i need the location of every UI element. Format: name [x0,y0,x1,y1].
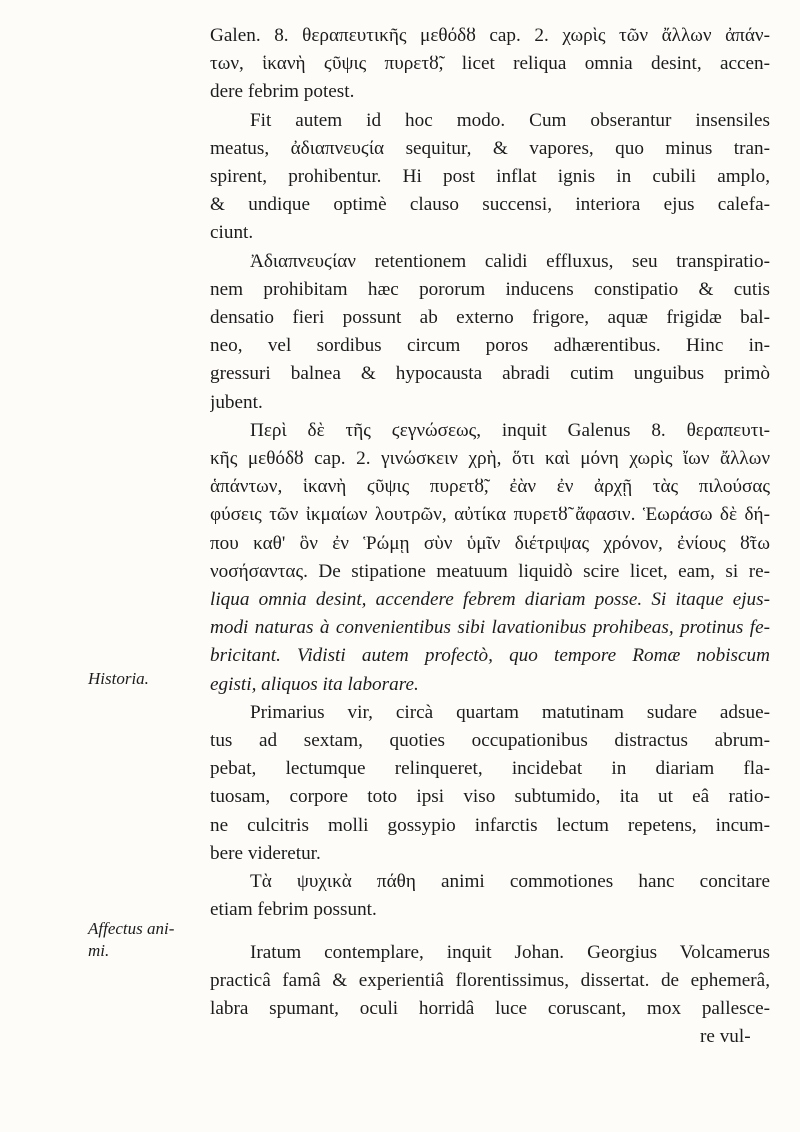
text-line: egisti, aliquos ita laborare. [210,673,419,695]
text-line: gressuri balnea & hypocausta abradi cutim unguibus primò [210,363,770,385]
text-line: densatio fieri possunt ab externo frigore, aquæ frigidæ bal- [210,307,770,329]
spacer [210,925,770,939]
paragraph-7 [210,939,770,1052]
paragraph-5 [210,699,770,868]
paragraph-3 [210,248,770,417]
text-line: Περὶ δὲ τῆς ϛεγνώσεως, inquit Galenus 8. θεραπευτι- [250,419,770,441]
text-line: nem prohibitam hæc pororum inducens constipatio & cutis [210,278,770,300]
text-line: bricitant. Vidisti autem profectò, quo tempore Romæ nobiscum [210,645,770,667]
text-line: neo, vel sordibus circum poros adhærentibus. Hinc in- [210,335,770,357]
text-line: bere videretur. [210,842,321,864]
text-line: & undique optimè clauso succensi, interiora ejus calefa- [210,194,770,216]
text-line: liqua omnia desint, accendere febrem diariam posse. Si itaque ejus- [210,589,770,611]
text-line: tuosam, corpore toto ipsi viso subtumido, ita ut eâ ratio- [210,786,770,808]
paragraph-4 [210,417,770,699]
text-line: φύσεις τῶν ἰκμαίων λουτρῶν, αὐτίκα πυρετȣ̃ ἄφασιν. Ἑωράσω δὲ δή- [210,504,770,526]
text-line: κῆς μεθόδȣ cap. 2. γινώσκειν χρὴ, ὅτι καὶ μόνη χωρὶς ἴων ἄλλων [210,448,770,470]
text-line: ἁπάντων, ἱκανὴ ϛῦψις πυρετȣ̃, ἐὰν ἐν ἀρχῇ τὰς πιλούσας [210,476,770,498]
text-line: Galen. 8. θεραπευτικῆς μεθόδȣ cap. 2. χωρὶς τῶν ἄλλων ἀπάν- [210,25,770,46]
text-line: etiam febrim possunt. [210,899,377,921]
paragraph-6 [210,868,770,924]
main-text [210,22,770,1051]
text-line: dere febrim potest. [210,81,355,103]
text-line: re vul- [700,1026,751,1048]
text-line: modi naturas à convenientibus sibi lavationibus prohibeas, protinus fe- [210,617,770,639]
text-line: των, ἱκανὴ ϛῦψις πυρετȣ̃, licet reliqua omnia desint, accen- [210,53,770,75]
text-line: που καθ' ὃν ἐν Ῥώμῃ σὺν ὑμῖν διέτριψας χρόνον, ἐνίους ȣ̃τω [210,532,770,554]
text-line: ciunt. [210,222,254,244]
text-line: practicâ famâ & experientiâ florentissimus, dissertat. de ephemerâ, [210,969,770,991]
text-line: meatus, ἀδιαπνευϛία sequitur, & vapores, quo minus tran- [210,137,770,159]
paragraph-2 [210,107,770,248]
margin-note-historia: Historia. [88,669,149,688]
text-line: Τὰ ψυχικὰ πάθη animi commotiones hanc concitare [250,871,770,893]
margin-note-line: mi. [88,941,110,960]
margin-note-line: Affectus ani- [88,919,175,938]
text-line: ne culcitris molli gossypio infarctis lectum repetens, incum- [210,814,770,836]
text-line: jubent. [210,391,263,413]
text-line: Iratum contemplare, inquit Johan. Georgius Volcamerus [250,941,770,963]
text-line: pebat, lectumque relinqueret, incidebat in diariam fla- [210,758,770,780]
text-line: spirent, prohibentur. Hi post inflat ignis in cubili amplo, [210,166,770,188]
margin-note-affectus [88,918,198,962]
text-line: Ἀδιαπνευϛίαν retentionem calidi effluxus, seu transpiratio- [250,250,770,272]
text-line: Primarius vir, circà quartam matutinam sudare adsue- [250,701,770,723]
text-line: tus ad sextam, quoties occupationibus distractus abrum- [210,730,770,752]
paragraph-1 [210,22,770,107]
text-line: Fit autem id hoc modo. Cum obserantur insensiles [250,109,770,131]
text-line: νοσήσαντας. De stipatione meatuum liquidò scire licet, eam, si re- [210,560,770,582]
text-line: labra spumant, oculi horridâ luce coruscant, mox pallesce- [210,997,770,1019]
